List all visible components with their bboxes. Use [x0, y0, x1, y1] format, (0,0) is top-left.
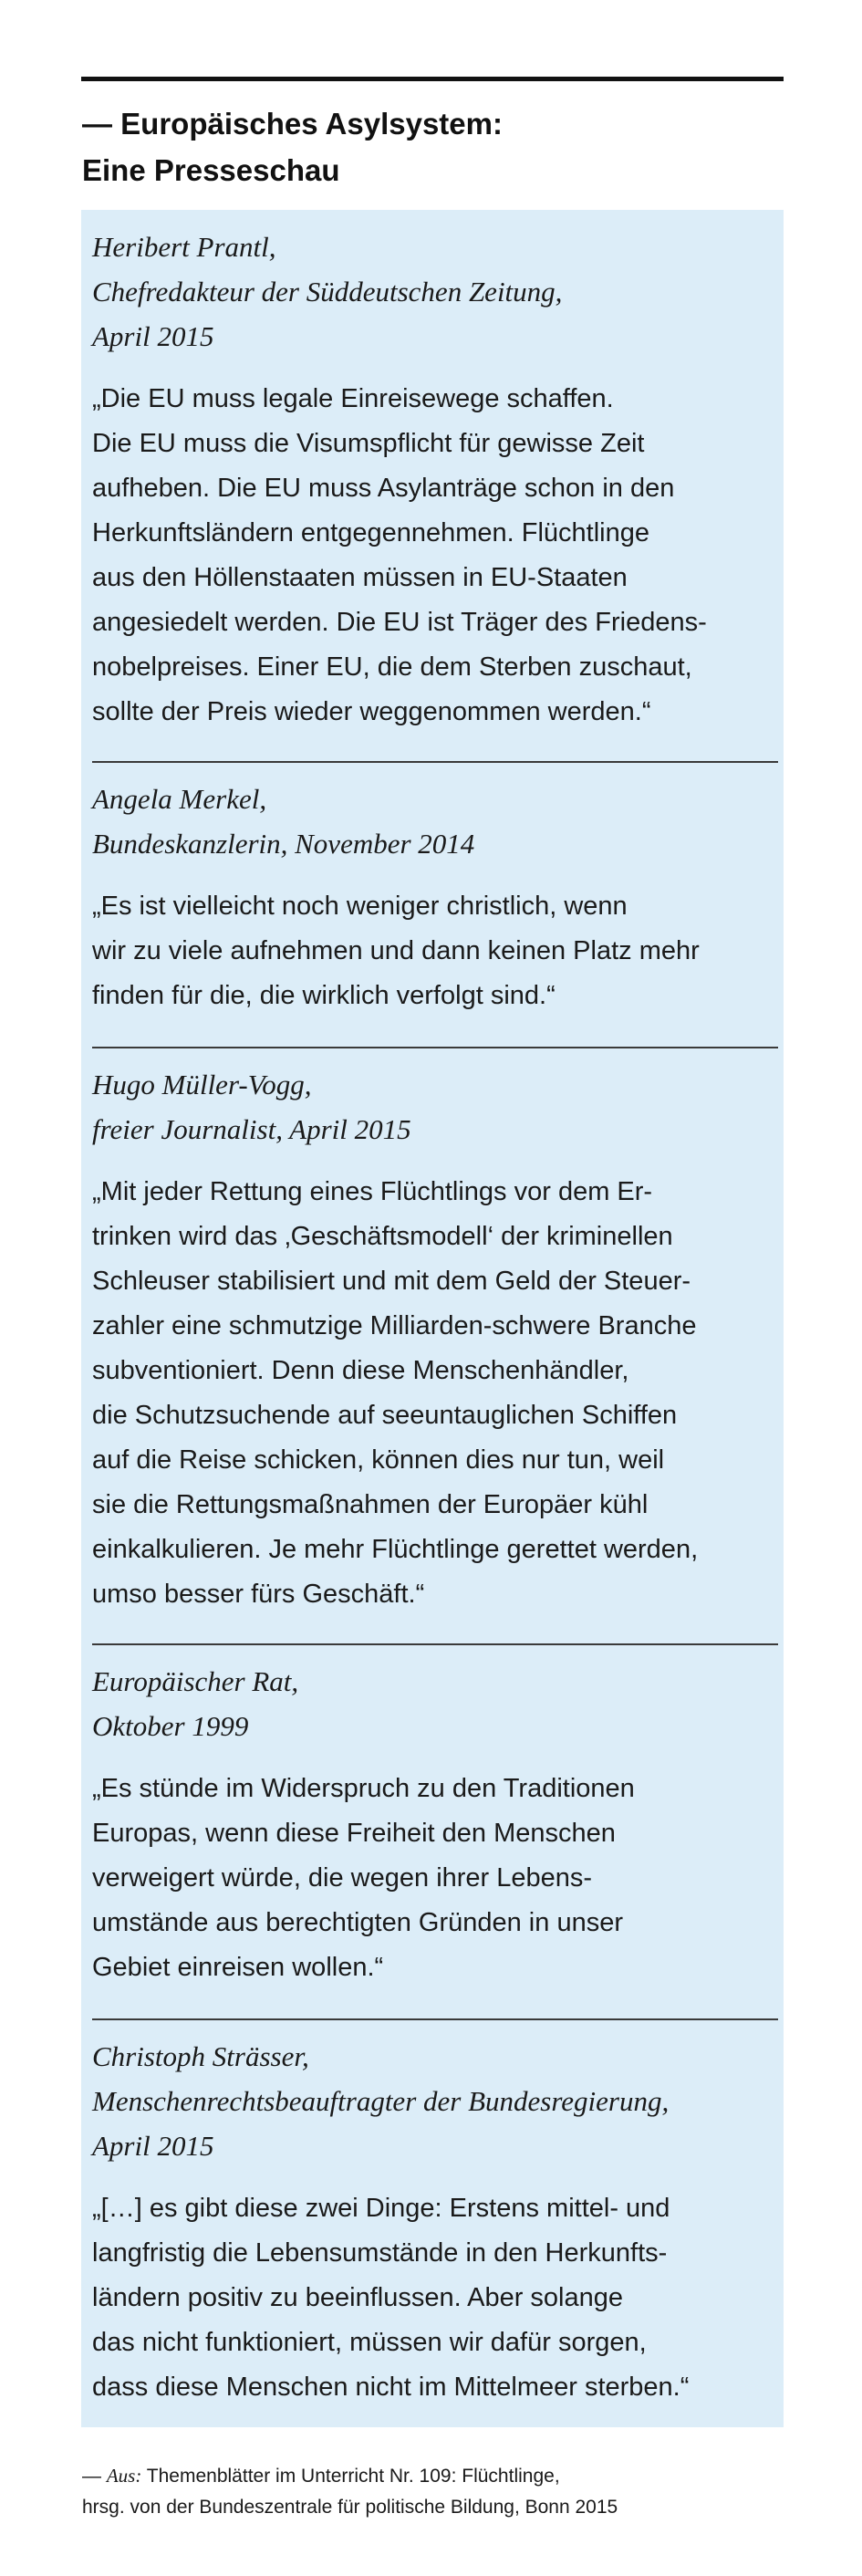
attribution-line: April 2015: [92, 2130, 214, 2162]
quote-line: Herkunftsländern entgegennehmen. Flüchtlinge: [92, 518, 650, 548]
quote-text: [92, 1170, 781, 1617]
quote-entry-prantl: [92, 224, 781, 735]
quote-line: Die EU muss die Visumspflicht für gewisse Zeit: [92, 429, 645, 458]
quote-line: finden für die, die wirklich verfolgt sind.“: [92, 981, 556, 1010]
quote-entry-mueller-vogg: [92, 1062, 781, 1617]
quote-entry-europaeischer-rat: [92, 1659, 781, 1990]
quote-line: dass diese Menschen nicht im Mittelmeer sterben.“: [92, 2373, 690, 2402]
quote-line: das nicht funktioniert, müssen wir dafür sorgen,: [92, 2328, 647, 2357]
top-rule: [81, 77, 784, 81]
page-title-line-2: Eine Presseschau: [82, 153, 340, 187]
quote-line: umstände aus berechtigten Gründen in unser: [92, 1908, 623, 1937]
entry-divider: [92, 761, 778, 763]
quote-attribution: [92, 1659, 781, 1748]
quote-line: umso besser fürs Geschäft.“: [92, 1580, 425, 1609]
quote-line: zahler eine schmutzige Milliarden-schwere Branche: [92, 1311, 697, 1340]
quote-attribution: [92, 777, 781, 866]
entry-divider: [92, 1047, 778, 1048]
quote-line: auf die Reise schicken, können dies nur tun, weil: [92, 1445, 665, 1475]
source-title: Themenblätter im Unterricht Nr. 109: Flüchtlinge,: [141, 2466, 560, 2487]
attribution-line: Angela Merkel,: [92, 783, 267, 815]
source-line-2: hrsg. von der Bundeszentrale für politische Bildung, Bonn 2015: [82, 2497, 618, 2518]
attribution-line: Hugo Müller-Vogg,: [92, 1069, 312, 1100]
quote-line: „[…] es gibt diese zwei Dinge: Erstens mittel- und: [92, 2194, 670, 2223]
quote-entry-merkel: [92, 777, 781, 1018]
attribution-line: Heribert Prantl,: [92, 231, 276, 263]
quote-line: einkalkulieren. Je mehr Flüchtlinge gerettet werden,: [92, 1535, 699, 1564]
quote-line: „Die EU muss legale Einreisewege schaffen.: [92, 384, 614, 413]
attribution-line: Europäischer Rat,: [92, 1665, 299, 1697]
attribution-line: freier Journalist, April 2015: [92, 1113, 411, 1145]
attribution-line: April 2015: [92, 320, 214, 352]
source-line-1: [82, 2460, 812, 2492]
quote-line: subventioniert. Denn diese Menschenhändler,: [92, 1356, 629, 1385]
source-aus-label: Aus:: [106, 2465, 142, 2487]
attribution-line: Christoph Strässer,: [92, 2040, 309, 2072]
quote-attribution: [92, 1062, 781, 1152]
quote-line: sie die Rettungsmaßnahmen der Europäer kühl: [92, 1490, 649, 1519]
page-title: [82, 100, 784, 193]
quote-line: verweigert würde, die wegen ihrer Lebens-: [92, 1863, 593, 1893]
quote-line: langfristig die Lebensumstände in den Herkunfts-: [92, 2238, 668, 2268]
quote-line: „Es ist vielleicht noch weniger christlich, wenn: [92, 892, 628, 921]
quote-line: „Es stünde im Widerspruch zu den Traditionen: [92, 1774, 635, 1803]
attribution-line: Chefredakteur der Süddeutschen Zeitung,: [92, 276, 563, 308]
quote-line: Gebiet einreisen wollen.“: [92, 1953, 384, 1982]
quote-line: Schleuser stabilisiert und mit dem Geld der Steuer-: [92, 1267, 691, 1296]
attribution-line: Bundeskanzlerin, November 2014: [92, 828, 475, 860]
quote-line: ländern positiv zu beeinflussen. Aber solange: [92, 2283, 623, 2312]
entry-divider: [92, 1643, 778, 1645]
quote-text: [92, 884, 781, 1018]
quote-line: aufheben. Die EU muss Asylanträge schon in den: [92, 474, 675, 503]
page-title-line-1: — Europäisches Asylsystem:: [82, 107, 503, 141]
quote-line: aus den Höllenstaaten müssen in EU-Staaten: [92, 563, 628, 592]
quote-text: [92, 377, 781, 735]
quote-text: [92, 1767, 781, 1990]
attribution-line: Menschenrechtsbeauftragter der Bundesregierung,: [92, 2085, 670, 2117]
quote-attribution: [92, 2034, 781, 2168]
quote-line: sollte der Preis wieder weggenommen werden.“: [92, 697, 651, 726]
quote-line: trinken wird das ‚Geschäftsmodell‘ der kriminellen: [92, 1222, 673, 1251]
source-dash: —: [82, 2466, 107, 2487]
quote-line: „Mit jeder Rettung eines Flüchtlings vor dem Er-: [92, 1177, 653, 1206]
quote-line: wir zu viele aufnehmen und dann keinen Platz mehr: [92, 936, 700, 965]
quote-entry-straesser: [92, 2034, 781, 2410]
attribution-line: Oktober 1999: [92, 1710, 249, 1742]
quote-line: nobelpreises. Einer EU, die dem Sterben zuschaut,: [92, 652, 692, 682]
quote-line: angesiedelt werden. Die EU ist Träger des Friedens-: [92, 608, 707, 637]
source-note: [82, 2460, 812, 2523]
quote-line: die Schutzsuchende auf seeuntauglichen Schiffen: [92, 1401, 678, 1430]
quote-text: [92, 2186, 781, 2410]
quote-attribution: [92, 224, 781, 359]
entry-divider: [92, 2018, 778, 2020]
quote-line: Europas, wenn diese Freiheit den Menschen: [92, 1819, 616, 1848]
